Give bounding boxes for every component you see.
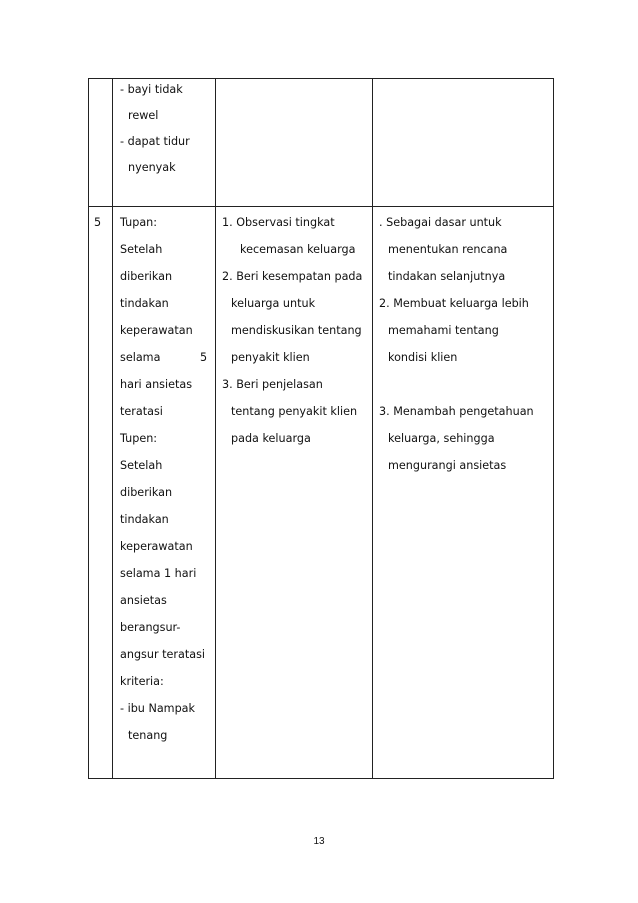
text-line: angsur teratasi [120,648,206,661]
text-line: selama 1 hari [120,567,197,580]
table-cell-intervensi [216,207,373,779]
text-line: 2. Membuat keluarga lebih [379,297,529,310]
table-cell-rasional [373,79,554,207]
text-line: berangsur- [120,621,181,634]
text-line: - dapat tidur [120,135,190,148]
text-line: Setelah [120,459,163,472]
text-line: 3. Menambah pengetahuan [379,405,534,418]
text-line: kriteria: [120,675,164,688]
text-line: 2. Beri kesempatan pada [222,270,363,283]
table-cell-tujuan [113,207,216,779]
table-cell-rasional [373,207,554,779]
text-line: diberikan [120,486,173,499]
table-cell-no [89,79,113,207]
text-line: hari ansietas [120,378,193,391]
table-row [89,79,554,207]
text-line: nyenyak [128,161,176,174]
text-line: 1. Observasi tingkat [222,216,335,229]
text-line: - ibu Nampak [120,702,196,715]
text-line: penyakit klien [231,351,310,364]
care-plan-table [88,78,554,779]
text-line: Setelah [120,243,163,256]
text-line: rewel [128,109,159,122]
text-line: memahami tentang [388,324,499,337]
text-line: mendiskusikan tentang [231,324,362,337]
text-line: tindakan [120,297,169,310]
table-cell-intervensi [216,79,373,207]
text-line: tentang penyakit klien [231,405,358,418]
page-number: 13 [313,836,325,847]
text-line: . Sebagai dasar untuk [379,216,502,229]
text-line: 3. Beri penjelasan [222,378,323,391]
text-line: ansietas [120,594,167,607]
text-line: Tupan: [120,216,158,229]
text-line: kondisi klien [388,351,458,364]
text-line: teratasi [120,405,163,418]
text-line: selama [120,351,161,364]
table-cell-tujuan [113,79,216,207]
text-line: tindakan selanjutnya [388,270,506,283]
text-line: menentukan rencana [388,243,508,256]
text-line: keperawatan [120,540,193,553]
table-cell-no [89,207,113,779]
text-line: pada keluarga [231,432,311,445]
text-line: Tupen: [120,432,158,445]
text-line: tenang [128,729,168,742]
text-line: keperawatan [120,324,193,337]
text-line: 5 [200,351,208,364]
text-line: keluarga, sehingga [388,432,495,445]
text-line: mengurangi ansietas [388,459,507,472]
text-line: - bayi tidak [120,83,183,96]
text-line: keluarga untuk [231,297,316,310]
row-number: 5 [94,216,102,229]
text-line: tindakan [120,513,169,526]
text-line: kecemasan keluarga [240,243,356,256]
table-row [89,207,554,779]
text-line: diberikan [120,270,173,283]
